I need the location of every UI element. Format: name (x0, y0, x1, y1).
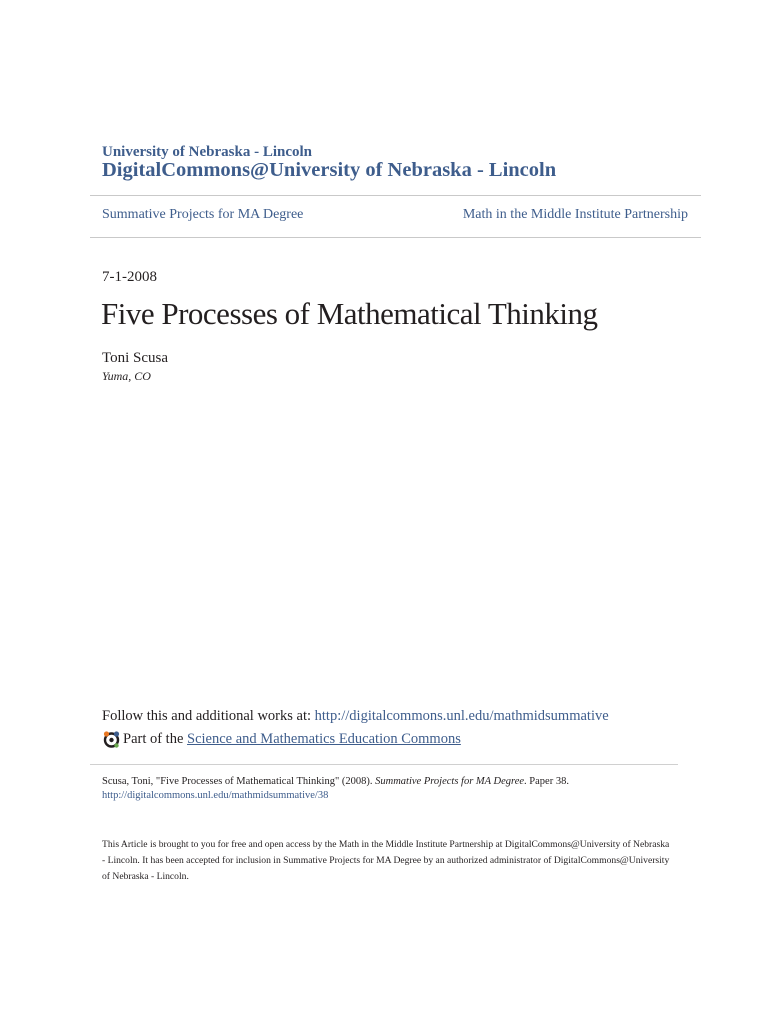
part-of-prefix: Part of the (123, 731, 184, 747)
part-of-line (102, 730, 461, 749)
follow-prefix: Follow this and additional works at: (102, 708, 315, 724)
institution-link[interactable]: University of Nebraska - Lincoln (102, 144, 312, 160)
commons-link[interactable]: Science and Mathematics Education Commons (187, 731, 461, 747)
repository-link[interactable]: DigitalCommons@University of Nebraska - Lincoln (102, 159, 557, 181)
access-notice: This Article is brought to you for free and open access by the Math in the Middle Institute Partnership at DigitalCommons@University of Nebraska - Lincoln. It has been accepted for inclusion in Summative Projects for MA Degree by an authorized administrator of DigitalCommons@University of Nebraska - Lincoln. (102, 839, 670, 882)
article-title: Five Processes of Mathematical Thinking (101, 296, 598, 331)
commons-network-icon (102, 730, 121, 749)
partnership-link[interactable]: Math in the Middle Institute Partnership (462, 207, 688, 222)
article-author: Toni Scusa (102, 350, 169, 366)
citation-after: . Paper 38. (524, 776, 569, 787)
follow-line (102, 708, 609, 725)
series-link[interactable]: Summative Projects for MA Degree (102, 207, 304, 222)
header-divider-bottom (90, 237, 701, 238)
article-date: 7-1-2008 (102, 269, 157, 285)
follow-url-link[interactable]: http://digitalcommons.unl.edu/mathmidsummative (314, 708, 609, 724)
citation-text (102, 776, 569, 787)
author-location: Yuma, CO (102, 369, 151, 383)
header-divider-top (90, 195, 701, 196)
citation-url-link[interactable]: http://digitalcommons.unl.edu/mathmidsummative/38 (102, 790, 329, 801)
citation-series: Summative Projects for MA Degree (375, 776, 525, 787)
citation-divider (90, 764, 678, 765)
citation-before: Scusa, Toni, "Five Processes of Mathematical Thinking" (2008). (102, 776, 376, 787)
